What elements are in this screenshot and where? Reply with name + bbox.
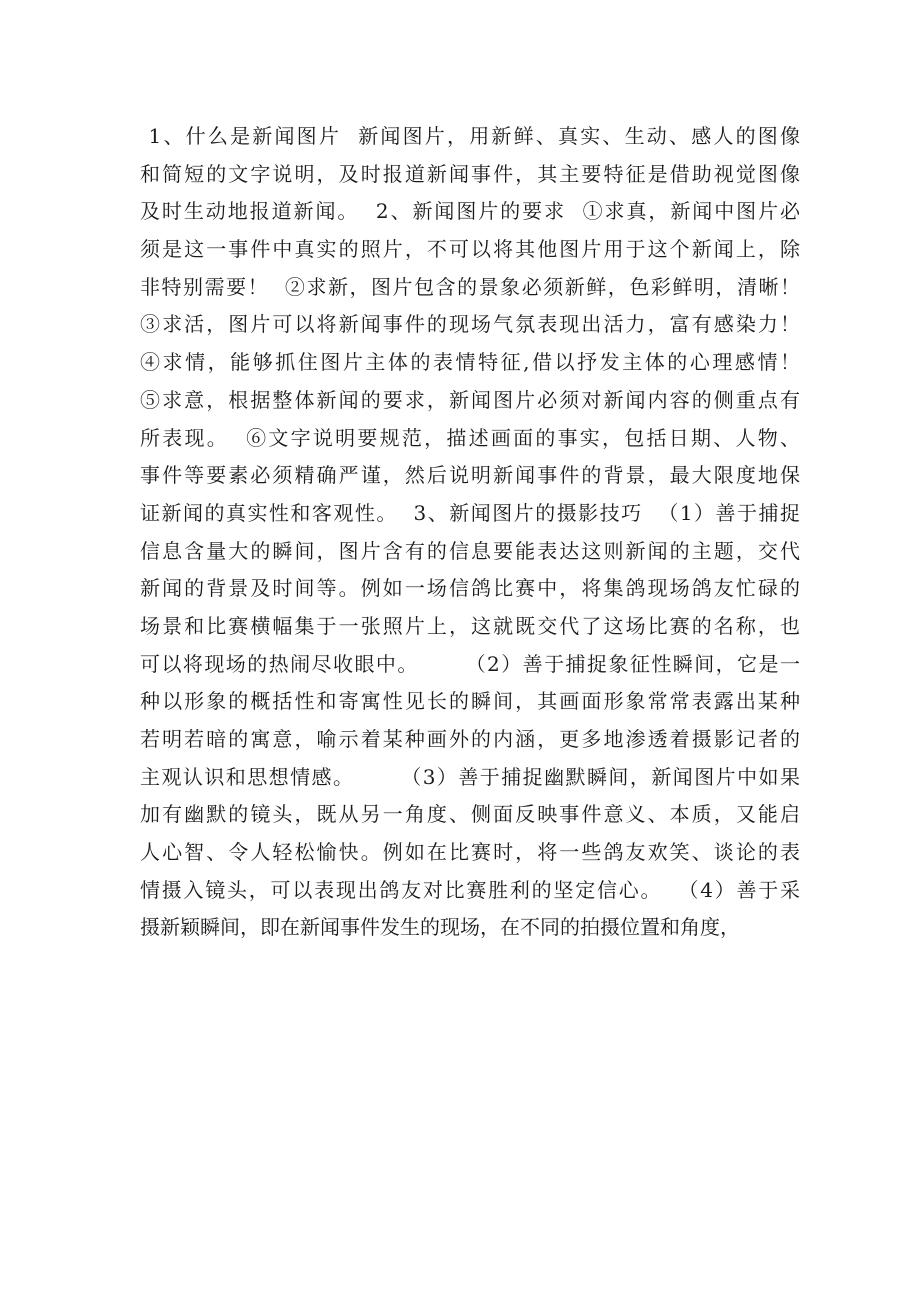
text-line: 事件等要素必须精确严谨，然后说明新闻事件的背景，最大限度地保 bbox=[140, 463, 800, 488]
text-line: 1、什么是新闻图片 新闻图片，用新鲜、真实、生动、感人的图像 bbox=[140, 124, 800, 148]
text-line: 主观认识和思想情感。 （3）善于捕捉幽默瞬间，新闻图片中如果 bbox=[140, 764, 800, 789]
text-line: 情摄入镜头，可以表现出鸽友对比赛胜利的坚定信心。 （4）善于采 bbox=[140, 877, 800, 902]
text-line: 摄新颖瞬间，即在新闻事件发生的现场，在不同的拍摄位置和角度， bbox=[140, 915, 740, 940]
text-line: 人心智、令人轻松愉快。例如在比赛时，将一些鸽友欢笑、谈论的表 bbox=[140, 840, 800, 865]
text-line: 和简短的文字说明，及时报道新闻事件，其主要特征是借助视觉图像 bbox=[140, 161, 800, 186]
text-line: 信息含量大的瞬间，图片含有的信息要能表达这则新闻的主题，交代 bbox=[140, 538, 800, 563]
body-text bbox=[140, 118, 800, 947]
text-line: 加有幽默的镜头，既从另一角度、侧面反映事件意义、本质，又能启 bbox=[140, 802, 800, 827]
text-line: ④求情，能够抓住图片主体的表情特征,借以抒发主体的心理感情！ bbox=[140, 350, 800, 375]
text-line: 所表现。 ⑥文字说明要规范，描述画面的事实，包括日期、人物、 bbox=[140, 425, 800, 450]
text-line: ⑤求意，根据整体新闻的要求，新闻图片必须对新闻内容的侧重点有 bbox=[140, 387, 800, 412]
text-line: 证新闻的真实性和客观性。 3、新闻图片的摄影技巧 （1）善于捕捉 bbox=[140, 500, 800, 525]
text-line: 若明若暗的寓意，喻示着某种画外的内涵，更多地渗透着摄影记者的 bbox=[140, 727, 800, 751]
text-line: 可以将现场的热闹尽收眼中。 （2）善于捕捉象征性瞬间，它是一 bbox=[140, 651, 800, 676]
text-line: 场景和比赛横幅集于一张照片上，这就既交代了这场比赛的名称，也 bbox=[140, 613, 800, 638]
text-line: 及时生动地报道新闻。 2、新闻图片的要求 ①求真，新闻中图片必 bbox=[140, 199, 800, 224]
text-line: 非特别需要！ ②求新，图片包含的景象必须新鲜，色彩鲜明，清晰！ bbox=[140, 274, 800, 299]
text-line: 种以形象的概括性和寄寓性见长的瞬间，其画面形象常常表露出某种 bbox=[140, 689, 800, 714]
text-line: 须是这一事件中真实的照片，不可以将其他图片用于这个新闻上，除 bbox=[140, 237, 800, 262]
text-line: 新闻的背景及时间等。例如一场信鸽比赛中，将集鸽现场鸽友忙碌的 bbox=[140, 576, 800, 601]
text-line: ③求活，图片可以将新闻事件的现场气氛表现出活力，富有感染力！ bbox=[140, 312, 800, 337]
